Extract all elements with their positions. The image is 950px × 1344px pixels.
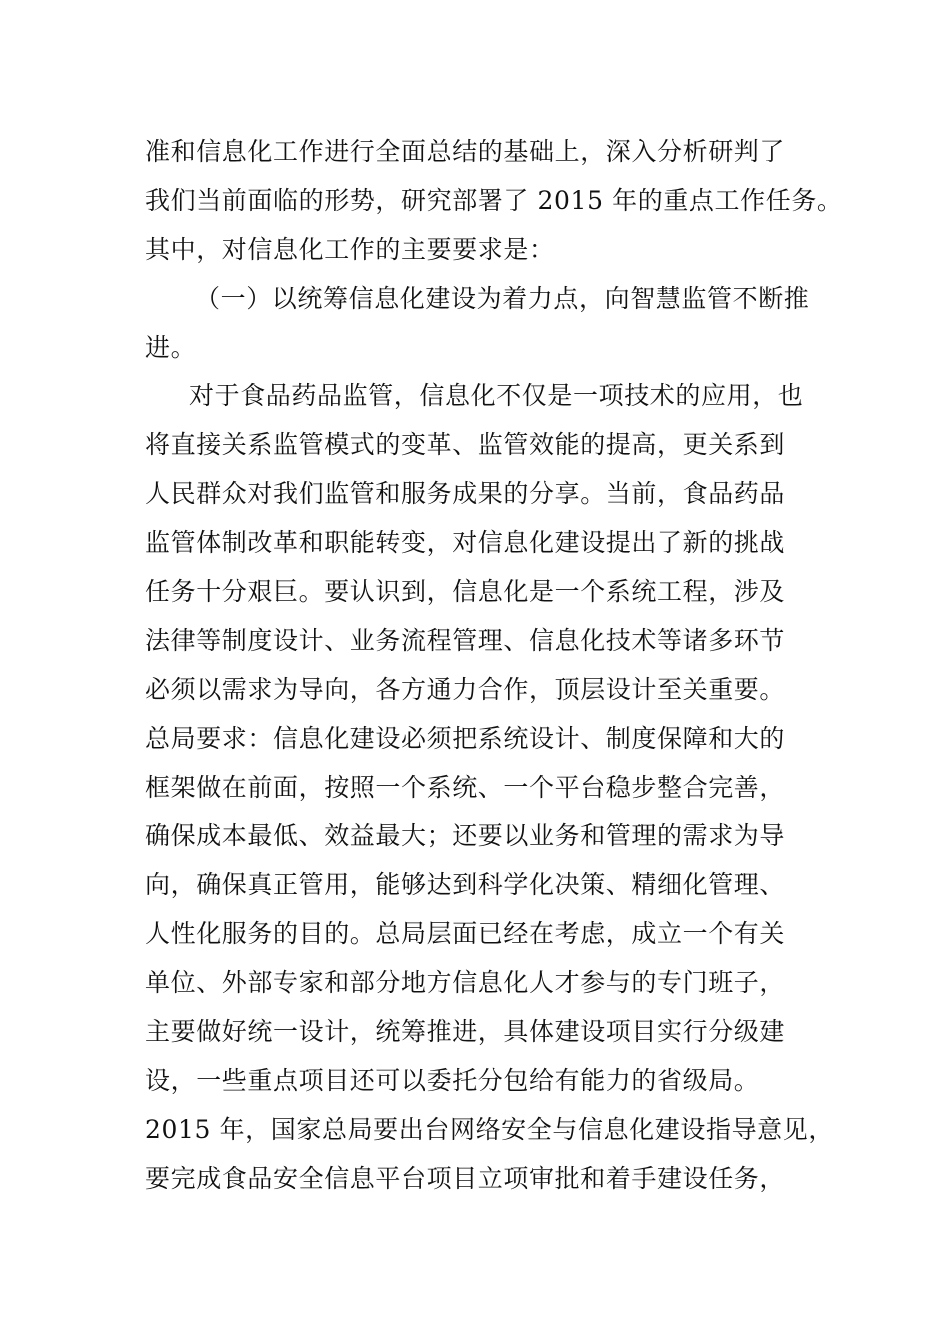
text-line-9: 监管体制改革和职能转变，对信息化建设提出了新的挑战: [145, 528, 786, 558]
body-text: [145, 128, 843, 1204]
text-line-20: 设，一些重点项目还可以委托分包给有能力的省级局。: [145, 1065, 760, 1095]
text-line-1: 准和信息化工作进行全面总结的基础上，深入分析研判了: [145, 137, 786, 166]
text-line-2: 我们当前面临的形势，研究部署了 2015 年的重点工作任务。: [145, 185, 843, 215]
text-line-21: 2015 年，国家总局要出台网络安全与信息化建设指导意见，: [145, 1114, 834, 1144]
text-line-8: 人民群众对我们监管和服务成果的分享。当前，食品药品: [145, 479, 786, 509]
text-line-14: 框架做在前面，按照一个系统、一个平台稳步整合完善，: [145, 772, 786, 802]
text-line-13: 总局要求：信息化建设必须把系统设计、制度保障和大的: [145, 723, 786, 753]
text-line-7: 将直接关系监管模式的变革、监管效能的提高，更关系到: [145, 430, 786, 460]
text-line-15: 确保成本最低、效益最大；还要以业务和管理的需求为导: [145, 821, 786, 851]
text-line-10: 任务十分艰巨。要认识到，信息化是一个系统工程，涉及: [145, 577, 786, 607]
section-heading-line-2: 进。: [145, 332, 197, 362]
text-line-16: 向，确保真正管用，能够达到科学化决策、精细化管理、: [145, 870, 786, 900]
text-line-3: 其中，对信息化工作的主要要求是：: [145, 234, 555, 264]
text-line-18: 单位、外部专家和部分地方信息化人才参与的专门班子，: [145, 968, 786, 998]
section-heading-line-1: （一）以统筹信息化建设为着力点，向智慧监管不断推: [195, 283, 810, 313]
text-line-11: 法律等制度设计、业务流程管理、信息化技术等诸多环节: [145, 625, 786, 655]
text-line-22: 要完成食品安全信息平台项目立项审批和着手建设任务，: [145, 1163, 786, 1193]
text-line-6: 对于食品药品监管，信息化不仅是一项技术的应用，也: [189, 381, 804, 411]
text-line-19: 主要做好统一设计，统筹推进，具体建设项目实行分级建: [145, 1017, 786, 1047]
text-line-17: 人性化服务的目的。总局层面已经在考虑，成立一个有关: [145, 919, 786, 949]
text-line-12: 必须以需求为导向，各方通力合作，顶层设计至关重要。: [145, 674, 786, 704]
